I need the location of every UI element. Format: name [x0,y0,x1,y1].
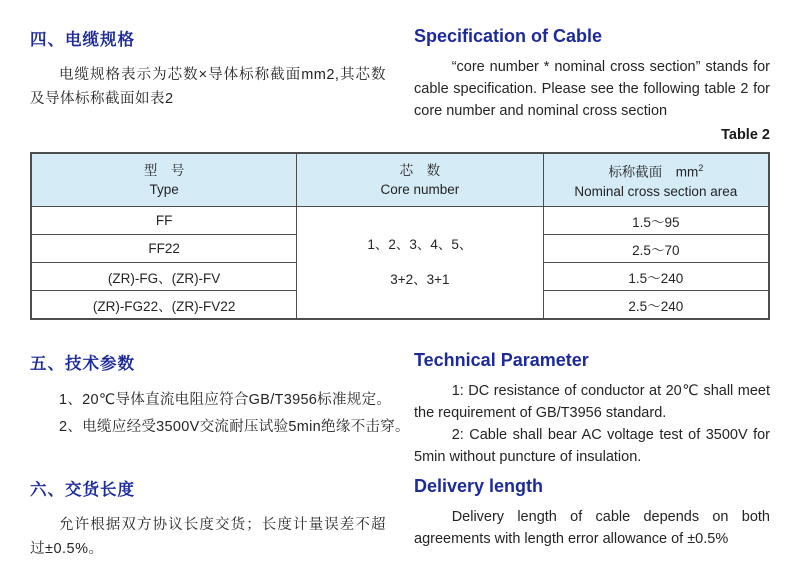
table-2-label: Table 2 [721,127,770,143]
section-cable-spec [30,26,770,146]
cell-type: FF22 [31,235,297,263]
section-body-en-delivery: Delivery length of cable depends on both agreements with length error allowance of ±0.5% [414,509,770,547]
col-header-cross-section [543,153,769,207]
core-number-line-2: 3+2、3+1 [390,272,450,287]
col-header-core-number [297,153,543,207]
col-header-type [31,153,297,207]
technical-en-item-1: 1: DC resistance of conductor at 20℃ shall meet the requirement of GB/T3956 standard. [414,383,770,421]
cell-cross-section: 2.5～240 [543,291,769,320]
section-body-zh-delivery: 允许根据双方协议长度交货；长度计量误差不超过±0.5%。 [30,517,386,557]
cell-type: (ZR)-FG、(ZR)-FV [31,263,297,291]
section-delivery-length [30,476,770,561]
spec-table [30,152,770,320]
section-title-zh-cable-spec: 四、电缆规格 [30,31,135,49]
col-header-type-en: Type [149,182,179,197]
col-header-type-zh: 型 号 [143,163,185,178]
table-row [31,207,769,235]
technical-zh-item-2: 2、电缆应经受3500V交流耐压试验5min绝缘不击穿。 [59,419,410,435]
section-cable-spec-en [414,26,770,143]
section-title-zh-technical: 五、技术参数 [30,355,135,373]
col-header-core-zh: 芯 数 [399,163,441,178]
cell-cross-section: 2.5～70 [543,235,769,263]
technical-zh-item-1: 1、20℃导体直流电阻应符合GB/T3956标准规定。 [59,392,392,408]
core-number-line-1: 1、2、3、4、5、 [367,237,473,252]
col-header-section-en: Nominal cross section area [574,183,738,199]
mm2-superscript: 2 [698,163,704,174]
technical-en-item-2: 2: Cable shall bear AC voltage test of 3500V for 5min without puncture of insulation. [414,427,770,465]
cell-type: FF [31,207,297,235]
section-title-zh-delivery: 六、交货长度 [30,481,135,499]
cell-cross-section: 1.5～240 [543,263,769,291]
col-header-core-en: Core number [380,182,460,197]
section-body-zh-cable-spec: 电缆规格表示为芯数×导体标称截面mm2,其芯数及导体标称截面如表2 [30,67,386,107]
section-title-en-delivery: Delivery length [414,476,544,496]
section-body-en-cable-spec: “core number * nominal cross section” stands for cable specification. Please see the following table 2 for core number and nominal cross section [414,59,770,119]
section-technical-en [414,350,770,468]
col-header-section-zh: 标称截面 $mm^2$ [608,163,704,180]
section-delivery-zh [30,476,386,561]
spec-table-header-row [31,153,769,207]
section-technical-parameter [30,350,770,468]
cell-cross-section: 1.5～95 [543,207,769,235]
section-title-en-technical: Technical Parameter [414,350,589,370]
cell-type: (ZR)-FG22、(ZR)-FV22 [31,291,297,320]
section-delivery-en [414,476,770,550]
section-title-en-cable-spec: Specification of Cable [414,26,603,46]
section-technical-zh [30,350,410,441]
cell-core-number-merged [297,207,543,320]
section-cable-spec-zh [30,26,386,111]
